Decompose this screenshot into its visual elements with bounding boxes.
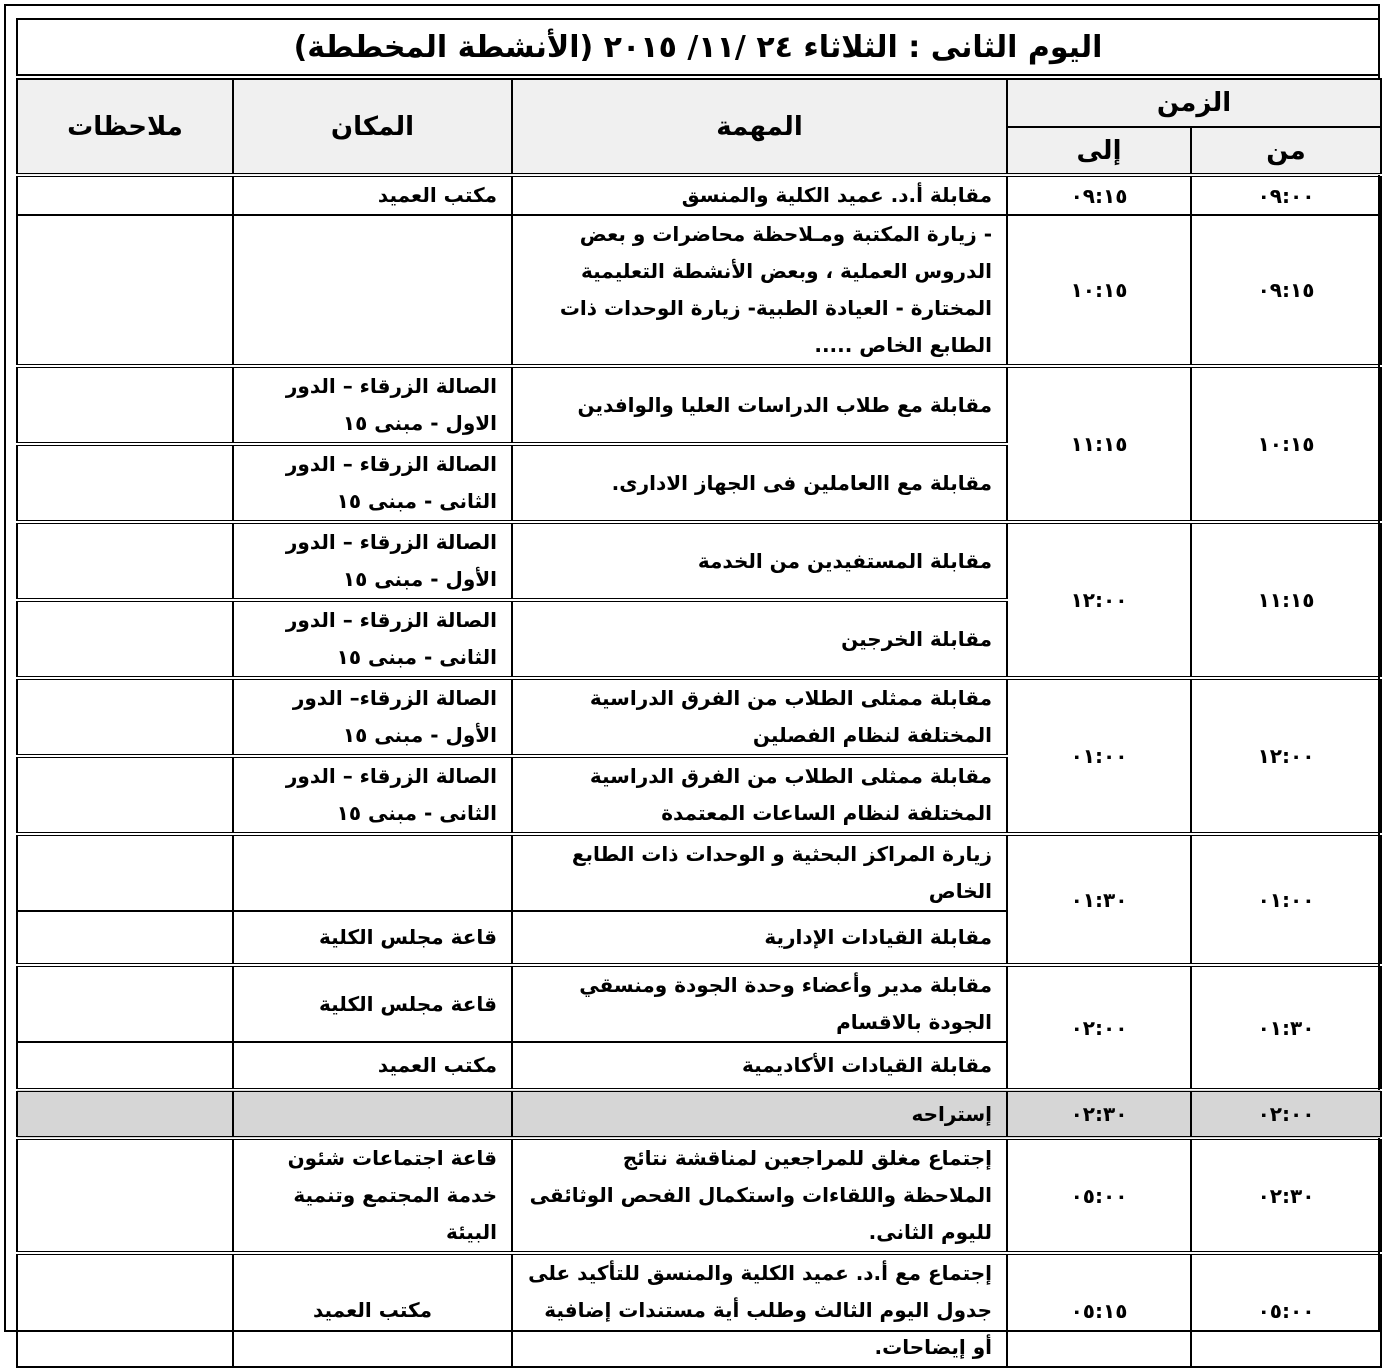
to-cell: ٠٩:١٥ <box>1007 175 1191 215</box>
place-cell: مكتب العميد <box>233 1042 512 1090</box>
task-cell: إستراحه <box>512 1090 1007 1138</box>
task-cell: زيارة المراكز البحثية و الوحدات ذات الطابع الخاص <box>512 834 1007 911</box>
table-row <box>17 678 1381 756</box>
notes-cell <box>17 215 233 366</box>
notes-cell <box>17 678 233 756</box>
header-place: المكان <box>233 79 512 175</box>
header-from: من <box>1191 127 1381 175</box>
task-cell: مقابلة مع طلاب الدراسات العليا والوافدين <box>512 366 1007 444</box>
task-cell: مقابلة أ.د. عميد الكلية والمنسق <box>512 175 1007 215</box>
notes-cell <box>17 522 233 600</box>
notes-cell <box>17 756 233 834</box>
notes-cell <box>17 965 233 1042</box>
place-cell: الصالة الزرقاء – الدور الأول - مبنى ١٥ <box>233 522 512 600</box>
table-row <box>17 1253 1381 1367</box>
to-cell: ١١:١٥ <box>1007 366 1191 522</box>
table-row <box>17 522 1381 600</box>
to-cell: ٠٥:١٥ <box>1007 1253 1191 1367</box>
to-cell: ٠١:٣٠ <box>1007 834 1191 965</box>
to-cell: ٠٥:٠٠ <box>1007 1138 1191 1253</box>
to-cell: ٠٢:٠٠ <box>1007 965 1191 1090</box>
from-cell: ٠١:٣٠ <box>1191 965 1381 1090</box>
notes-cell <box>17 1090 233 1138</box>
notes-cell <box>17 1138 233 1253</box>
header-to: إلى <box>1007 127 1191 175</box>
task-cell: مقابلة المستفيدين من الخدمة <box>512 522 1007 600</box>
task-cell: مقابلة القيادات الإدارية <box>512 911 1007 965</box>
from-cell: ٠٢:٣٠ <box>1191 1138 1381 1253</box>
from-cell: ١٠:١٥ <box>1191 366 1381 522</box>
place-cell: الصالة الزرقاء – الدور الثانى - مبنى ١٥ <box>233 756 512 834</box>
task-cell: - زيارة المكتبة ومـلاحظة محاضرات و بعض الدروس العملية ، وبعض الأنشطة التعليمية المختارة - العيادة الطبية- زيارة الوحدات ذات الطابع الخاص ..... <box>512 215 1007 366</box>
notes-cell <box>17 366 233 444</box>
task-cell: إجتماع مغلق للمراجعين لمناقشة نتائج الملاحظة واللقاءات واستكمال الفحص الوثائقى لليوم الثانى. <box>512 1138 1007 1253</box>
to-cell: ١٠:١٥ <box>1007 215 1191 366</box>
notes-cell <box>17 1042 233 1090</box>
place-cell: قاعة مجلس الكلية <box>233 911 512 965</box>
from-cell: ١٢:٠٠ <box>1191 678 1381 834</box>
from-cell: ٠٩:٠٠ <box>1191 175 1381 215</box>
from-cell: ١١:١٥ <box>1191 522 1381 678</box>
notes-cell <box>17 600 233 678</box>
place-cell <box>233 834 512 911</box>
table-row <box>17 834 1381 911</box>
header-row <box>17 79 1381 127</box>
page-title: اليوم الثانى : الثلاثاء ٢٤ /١١/ ٢٠١٥ (الأنشطة المخططة) <box>16 18 1380 76</box>
notes-cell <box>17 911 233 965</box>
place-cell: مكتب العميد <box>233 1253 512 1367</box>
header-notes: ملاحظات <box>17 79 233 175</box>
to-cell: ١٢:٠٠ <box>1007 522 1191 678</box>
place-cell: الصالة الزرقاء – الدور الاول - مبنى ١٥ <box>233 366 512 444</box>
task-cell: مقابلة مدير وأعضاء وحدة الجودة ومنسقي الجودة بالاقسام <box>512 965 1007 1042</box>
place-cell: قاعة مجلس الكلية <box>233 965 512 1042</box>
table-row-break <box>17 1090 1381 1138</box>
from-cell: ٠٥:٠٠ <box>1191 1253 1381 1367</box>
to-cell: ٠٢:٣٠ <box>1007 1090 1191 1138</box>
place-cell <box>233 215 512 366</box>
from-cell: ٠٢:٠٠ <box>1191 1090 1381 1138</box>
notes-cell <box>17 444 233 522</box>
header-task: المهمة <box>512 79 1007 175</box>
task-cell: مقابلة الخرجين <box>512 600 1007 678</box>
from-cell: ٠١:٠٠ <box>1191 834 1381 965</box>
notes-cell <box>17 834 233 911</box>
place-cell: الصالة الزرقاء – الدور الثانى - مبنى ١٥ <box>233 444 512 522</box>
notes-cell <box>17 175 233 215</box>
task-cell: مقابلة ممثلى الطلاب من الفرق الدراسية المختلفة لنظام الفصلين <box>512 678 1007 756</box>
task-cell: إجتماع مع أ.د. عميد الكلية والمنسق للتأكيد على جدول اليوم الثالث وطلب أية مستندات إضافية أو إيضاحات. <box>512 1253 1007 1367</box>
schedule-table <box>16 78 1382 1368</box>
place-cell <box>233 1090 512 1138</box>
to-cell: ٠١:٠٠ <box>1007 678 1191 834</box>
notes-cell <box>17 1253 233 1367</box>
place-cell: الصالة الزرقاء – الدور الثانى - مبنى ١٥ <box>233 600 512 678</box>
table-row <box>17 366 1381 444</box>
table-row <box>17 215 1381 366</box>
task-cell: مقابلة القيادات الأكاديمية <box>512 1042 1007 1090</box>
task-cell: مقابلة ممثلى الطلاب من الفرق الدراسية المختلفة لنظام الساعات المعتمدة <box>512 756 1007 834</box>
table-row <box>17 1138 1381 1253</box>
from-cell: ٠٩:١٥ <box>1191 215 1381 366</box>
task-cell: مقابلة مع االعاملين فى الجهاز الادارى. <box>512 444 1007 522</box>
place-cell: الصالة الزرقاء– الدور الأول - مبنى ١٥ <box>233 678 512 756</box>
table-row <box>17 175 1381 215</box>
place-cell: مكتب العميد <box>233 175 512 215</box>
place-cell: قاعة اجتماعات شئون خدمة المجتمع وتنمية البيئة <box>233 1138 512 1253</box>
table-row <box>17 965 1381 1042</box>
header-time: الزمن <box>1007 79 1381 127</box>
